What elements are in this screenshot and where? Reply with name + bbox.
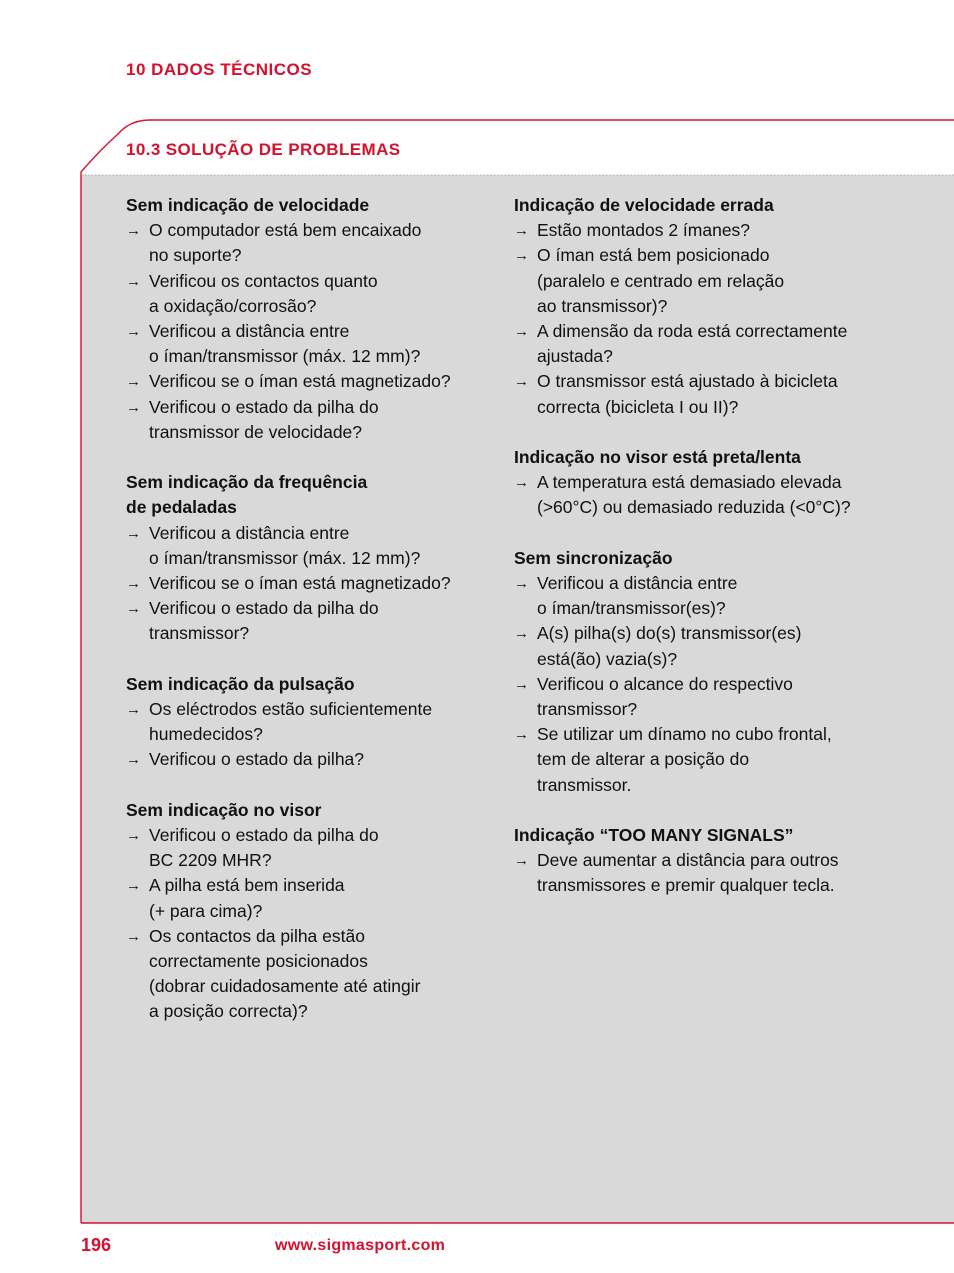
checklist-item [126, 873, 486, 923]
checklist-item [126, 697, 486, 747]
item-line: (>60°C) ou demasiado reduzida (<0°C)? [537, 497, 851, 518]
item-line: ao transmissor)? [537, 295, 668, 316]
item-line: ajustada? [537, 346, 613, 367]
problem-heading [126, 672, 486, 697]
right-column [514, 193, 884, 924]
item-line: Verificou o estado da pilha do [149, 598, 379, 619]
item-line: Os eléctrodos estão suficientemente [149, 699, 433, 720]
item-line: Estão montados 2 ímanes? [537, 220, 751, 241]
arrow-right-icon: → [126, 222, 141, 240]
item-line: (paralelo e centrado em relação [537, 270, 785, 291]
problem-heading [126, 193, 486, 218]
item-line: O transmissor está ajustado à bicicleta [537, 371, 838, 392]
item-line: no suporte? [149, 245, 242, 266]
checklist [126, 218, 486, 445]
problem-heading [514, 546, 884, 571]
checklist-item [514, 672, 884, 722]
checklist [126, 823, 486, 1025]
item-line: Verificou o estado da pilha do [149, 396, 379, 417]
arrow-right-icon: → [126, 877, 141, 895]
item-line: A(s) pilha(s) do(s) transmissor(es) [537, 623, 802, 644]
arrow-right-icon: → [514, 726, 529, 744]
item-line: Verificou o alcance do respectivo [537, 673, 793, 694]
arrow-right-icon: → [514, 474, 529, 492]
problem-block [126, 798, 486, 1025]
item-line: Verificou o estado da pilha? [149, 749, 365, 770]
item-line: transmissor? [537, 699, 638, 720]
problem-heading [126, 798, 486, 823]
left-column [126, 193, 486, 1050]
checklist-item [126, 319, 486, 369]
checklist-item [126, 747, 486, 772]
item-line: Deve aumentar a distância para outros [537, 850, 839, 871]
problem-heading [514, 823, 884, 848]
item-line: (+ para cima)? [149, 900, 263, 921]
item-line: A dimensão da roda está correctamente [537, 321, 848, 342]
problem-block [514, 445, 884, 521]
item-line: (dobrar cuidadosamente até atingir [149, 976, 421, 997]
item-line: Se utilizar um dínamo no cubo frontal, [537, 724, 832, 745]
arrow-right-icon: → [126, 272, 141, 290]
checklist-item [126, 823, 486, 873]
problem-block [126, 672, 486, 773]
item-line: Verificou a distância entre [149, 522, 350, 543]
heading-line: Sem indicação de velocidade [126, 195, 370, 215]
arrow-right-icon: → [126, 398, 141, 416]
checklist-item [126, 395, 486, 445]
website-url: www.sigmasport.com [275, 1237, 446, 1254]
item-line: O íman está bem posicionado [537, 245, 770, 266]
heading-line: Sem indicação da pulsação [126, 673, 355, 694]
problem-heading [126, 470, 486, 520]
checklist [514, 571, 884, 798]
checklist-item [514, 571, 884, 621]
checklist-item [126, 269, 486, 319]
checklist-item [126, 521, 486, 571]
item-line: BC 2209 MHR? [149, 850, 272, 871]
page-number: 196 [81, 1235, 112, 1255]
item-line: A pilha está bem inserida [149, 875, 345, 896]
checklist-item [126, 571, 486, 596]
heading-line: Sem indicação no visor [126, 799, 322, 820]
arrow-right-icon: → [514, 323, 529, 341]
checklist-item [514, 369, 884, 419]
item-line: Verificou se o íman está magnetizado? [149, 371, 451, 392]
heading-line: Sem sincronização [514, 547, 673, 568]
item-line: correctamente posicionados [149, 951, 368, 972]
checklist-item [126, 369, 486, 394]
checklist-item [126, 924, 486, 1025]
checklist [126, 697, 486, 773]
problem-block [514, 823, 884, 899]
checklist-item [514, 243, 884, 319]
heading-line: Indicação no visor está preta/lenta [514, 447, 801, 468]
item-line: Verificou se o íman está magnetizado? [149, 573, 451, 594]
chapter-title: 10 DADOS TÉCNICOS [126, 60, 313, 79]
arrow-right-icon: → [126, 524, 141, 542]
problem-heading [514, 193, 884, 218]
item-line: O computador está bem encaixado [149, 220, 422, 241]
arrow-right-icon: → [514, 675, 529, 693]
heading-line: Indicação “TOO MANY SIGNALS” [514, 825, 794, 846]
arrow-right-icon: → [514, 222, 529, 240]
item-line: transmissores e premir qualquer tecla. [537, 875, 835, 896]
checklist-item [514, 621, 884, 671]
arrow-right-icon: → [126, 575, 141, 593]
problem-block [126, 193, 486, 445]
checklist-item [514, 218, 884, 243]
arrow-right-icon: → [514, 625, 529, 643]
item-line: o íman/transmissor(es)? [537, 598, 726, 619]
checklist-item [514, 848, 884, 898]
arrow-right-icon: → [126, 701, 141, 719]
checklist [514, 848, 884, 898]
checklist [514, 470, 884, 520]
item-line: o íman/transmissor (máx. 12 mm)? [149, 547, 421, 568]
arrow-right-icon: → [514, 247, 529, 265]
item-line: transmissor. [537, 774, 632, 795]
item-line: transmissor? [149, 623, 250, 644]
arrow-right-icon: → [126, 373, 141, 391]
checklist-item [514, 319, 884, 369]
heading-line: de pedaladas [126, 497, 237, 518]
checklist-item [514, 722, 884, 798]
item-line: transmissor de velocidade? [149, 421, 363, 442]
item-line: Verificou o estado da pilha do [149, 825, 379, 846]
arrow-right-icon: → [514, 852, 529, 870]
arrow-right-icon: → [514, 373, 529, 391]
checklist-item [126, 218, 486, 268]
item-line: o íman/transmissor (máx. 12 mm)? [149, 346, 421, 367]
checklist [126, 521, 486, 647]
arrow-right-icon: → [126, 751, 141, 769]
item-line: Verificou a distância entre [537, 573, 738, 594]
item-line: tem de alterar a posição do [537, 749, 750, 770]
item-line: Verificou os contactos quanto [149, 270, 378, 291]
item-line: a oxidação/corrosão? [149, 295, 317, 316]
item-line: correcta (bicicleta I ou II)? [537, 396, 739, 417]
arrow-right-icon: → [514, 575, 529, 593]
problem-block [514, 193, 884, 420]
item-line: a posição correcta)? [149, 1001, 308, 1022]
heading-line: Indicação de velocidade errada [514, 195, 774, 215]
heading-line: Sem indicação da frequência [126, 472, 368, 493]
checklist [514, 218, 884, 420]
arrow-right-icon: → [126, 323, 141, 341]
checklist-item [126, 596, 486, 646]
problem-block [514, 546, 884, 798]
problem-heading [514, 445, 884, 470]
problem-block [126, 470, 486, 646]
item-line: humedecidos? [149, 724, 263, 745]
arrow-right-icon: → [126, 927, 141, 945]
item-line: está(ão) vazia(s)? [537, 648, 678, 669]
item-line: Os contactos da pilha estão [149, 925, 365, 946]
section-title: 10.3 SOLUÇÃO DE PROBLEMAS [126, 140, 401, 159]
item-line: Verificou a distância entre [149, 321, 350, 342]
checklist-item [514, 470, 884, 520]
arrow-right-icon: → [126, 600, 141, 618]
item-line: A temperatura está demasiado elevada [537, 472, 842, 493]
arrow-right-icon: → [126, 827, 141, 845]
